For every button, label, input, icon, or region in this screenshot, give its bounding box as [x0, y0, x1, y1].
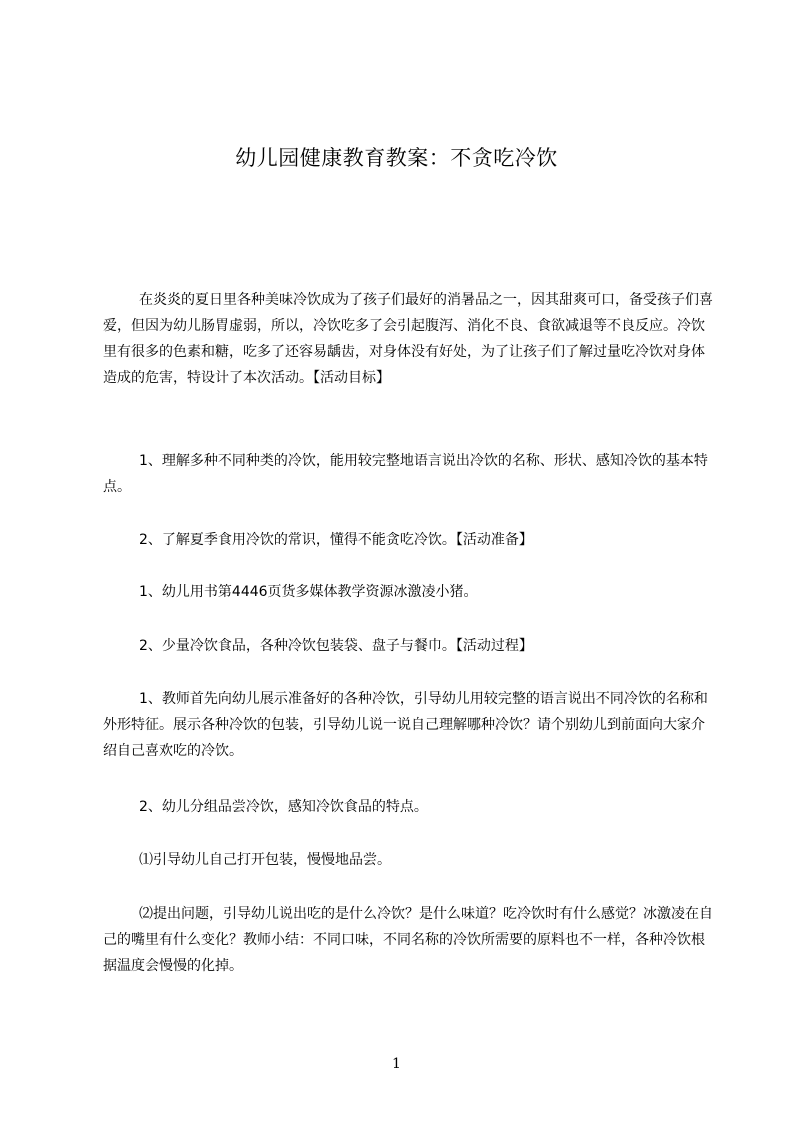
- paragraph-prep-2: 2、少量冷饮食品，各种冷饮包装袋、盘子与餐巾。【活动过程】: [139, 638, 533, 654]
- paragraph-goal-2: 2、了解夏季食用冷饮的常识，懂得不能贪吃冷饮。【活动准备】: [139, 532, 533, 548]
- document-title: 幼儿园健康教育教案：不贪吃冷饮: [235, 146, 558, 170]
- paragraph-process-2-step-1: ⑴引导幼儿自己打开包装，慢慢地品尝。: [139, 852, 391, 868]
- paragraph-prep-1: 1、幼儿用书第4446页货多媒体教学资源冰激凌小猪。: [139, 584, 478, 600]
- page-number: 1: [392, 1056, 401, 1072]
- paragraph-process-1: 1、教师首先向幼儿展示准备好的各种冷饮，引导幼儿用较完整的语言说出不同冷饮的名称和外形特征。展示各种冷饮的包装，引导幼儿说一说自己理解哪种冷饮？请个别幼儿到前面向大家介绍自己喜欢吃的冷饮。: [103, 691, 708, 759]
- paragraph-intro: 在炎炎的夏日里各种美味冷饮成为了孩子们最好的消暑品之一，因其甜爽可口，备受孩子们喜爱，但因为幼儿肠胃虚弱，所以，冷饮吃多了会引起腹泻、消化不良、食欲减退等不良反应。冷饮里有很多的色素和糖，吃多了还容易龋齿，对身体没有好处，为了让孩子们了解过量吃冷饮对身体造成的危害，特设计了本次活动。【活动目标】: [103, 292, 713, 386]
- paragraph-process-2-step-2: ⑵提出问题，引导幼儿说出吃的是什么冷饮？是什么味道？吃冷饮时有什么感觉？冰激凌在自己的嘴里有什么变化？教师小结：不同口味，不同名称的冷饮所需要的原料也不一样，各种冷饮根据温度会慢慢的化掉。: [103, 906, 713, 974]
- paragraph-goal-1: 1、理解多种不同种类的冷饮，能用较完整地语言说出冷饮的名称、形状、感知冷饮的基本特点。: [103, 453, 708, 495]
- paragraph-process-2: 2、幼儿分组品尝冷饮，感知冷饮食品的特点。: [139, 799, 428, 815]
